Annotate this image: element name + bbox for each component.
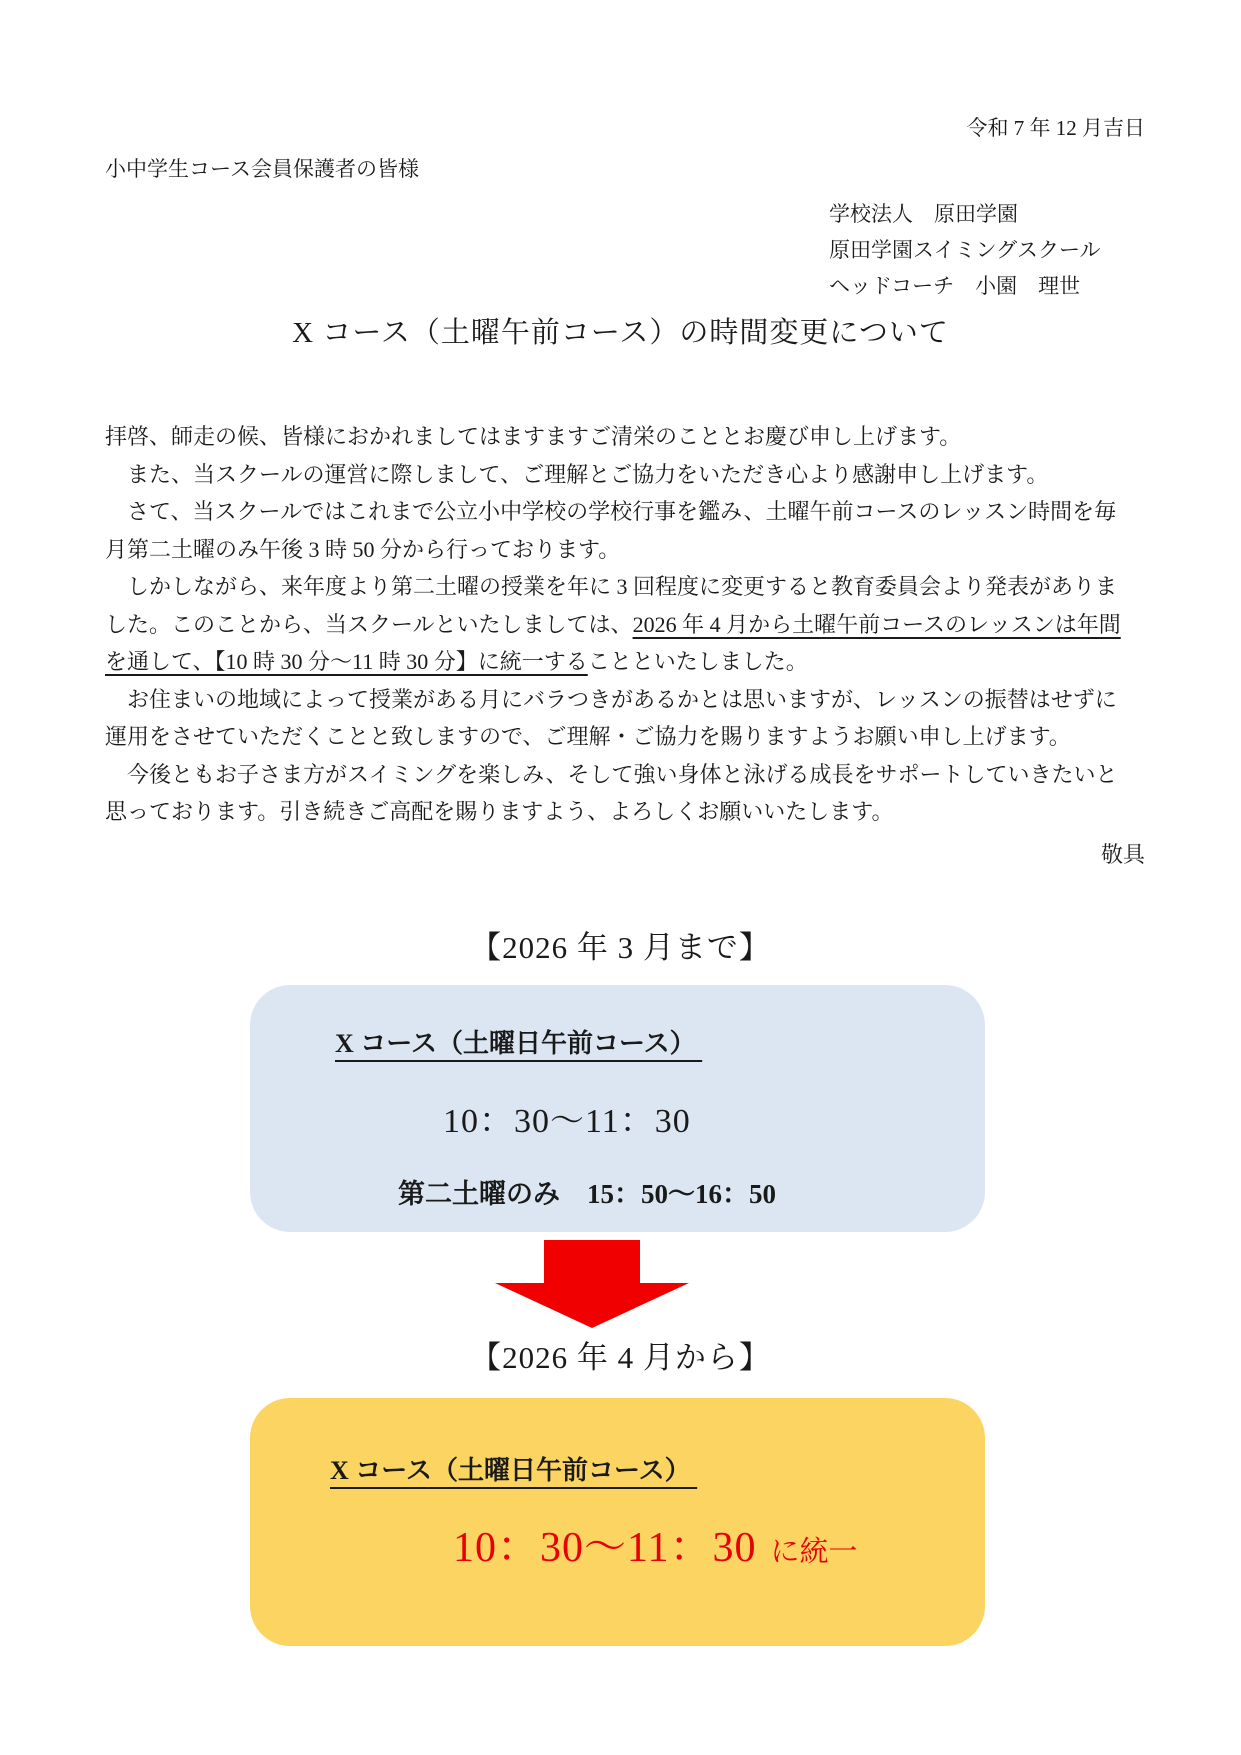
body-line: 月第二土曜のみ午後 3 時 50 分から行っております。 xyxy=(105,536,621,562)
body-line: 今後ともお子さま方がスイミングを楽しみ、そして強い身体と泳げる成長をサポートしていきたいと xyxy=(105,761,1118,787)
body-line: しかしながら、来年度より第二土曜の授業を年に 3 回程度に変更すると教育委員会より発表がありま xyxy=(105,574,1118,599)
down-arrow-head xyxy=(495,1283,689,1328)
sender-block xyxy=(829,196,1101,304)
after-course-name: X コース（土曜日午前コース） xyxy=(330,1456,698,1485)
before-schedule-box xyxy=(250,985,985,1232)
body-line: また、当スクールの運営に際しまして、ご理解とご協力をいただき心より感謝申し上げます。 xyxy=(105,461,1049,487)
down-arrow-icon xyxy=(495,1240,689,1328)
page-title: X コース（土曜午前コース）の時間変更について xyxy=(292,317,949,349)
body-line: さて、当スクールではこれまで公立小中学校の学校行事を鑑み、土曜午前コースのレッスン時間を毎 xyxy=(105,499,1117,524)
after-schedule-box xyxy=(250,1398,985,1646)
before-course-note: 第二土曜のみ 15：50～16：50 xyxy=(398,1179,776,1209)
body-text xyxy=(105,418,1136,831)
sender-line-school: 原田学園スイミングスクール xyxy=(829,238,1101,262)
down-arrow-stem xyxy=(544,1240,640,1283)
before-course-name: X コース（土曜日午前コース） xyxy=(335,1029,703,1058)
sender-line-coach: ヘッドコーチ 小園 理世 xyxy=(829,274,1081,298)
sender-line-organization: 学校法人 原田学園 xyxy=(829,202,1018,226)
unified-suffix: に統一 xyxy=(770,1536,858,1568)
unified-time: 10：30～11：30 xyxy=(453,1525,757,1571)
date: 令和 7 年 12 月吉日 xyxy=(966,116,1145,140)
body-line: 拝啓、師走の候、皆様におかれましてはますますご清栄のこととお慶び申し上げます。 xyxy=(105,424,962,449)
section-heading-before: 【2026 年 3 月まで】 xyxy=(470,930,771,965)
body-line: 思っております。引き続きご高配を賜りますよう、よろしくお願いいたします。 xyxy=(105,799,894,824)
recipient: 小中学生コース会員保護者の皆様 xyxy=(105,157,419,181)
body-line: お住まいの地域によって授業がある月にバラつきがあるかとは思いますが、レッスンの振替はせずに xyxy=(105,686,1117,712)
body-line: した。このことから、当スクールといたしましては、2026 年 4 月から土曜午前コースのレッスンは年間 xyxy=(105,611,1121,637)
body-line: を通して、【10 時 30 分～11 時 30 分】に統一することといたしました。 xyxy=(105,649,808,674)
closing: 敬具 xyxy=(1100,842,1145,867)
before-course-time: 10：30～11：30 xyxy=(443,1103,691,1140)
section-heading-after: 【2026 年 4 月から】 xyxy=(470,1340,771,1375)
body-line: 運用をさせていただくことと致しますので、ご理解・ご協力を賜りますようお願い申し上げます。 xyxy=(105,724,1071,749)
after-time-line xyxy=(453,1523,985,1582)
